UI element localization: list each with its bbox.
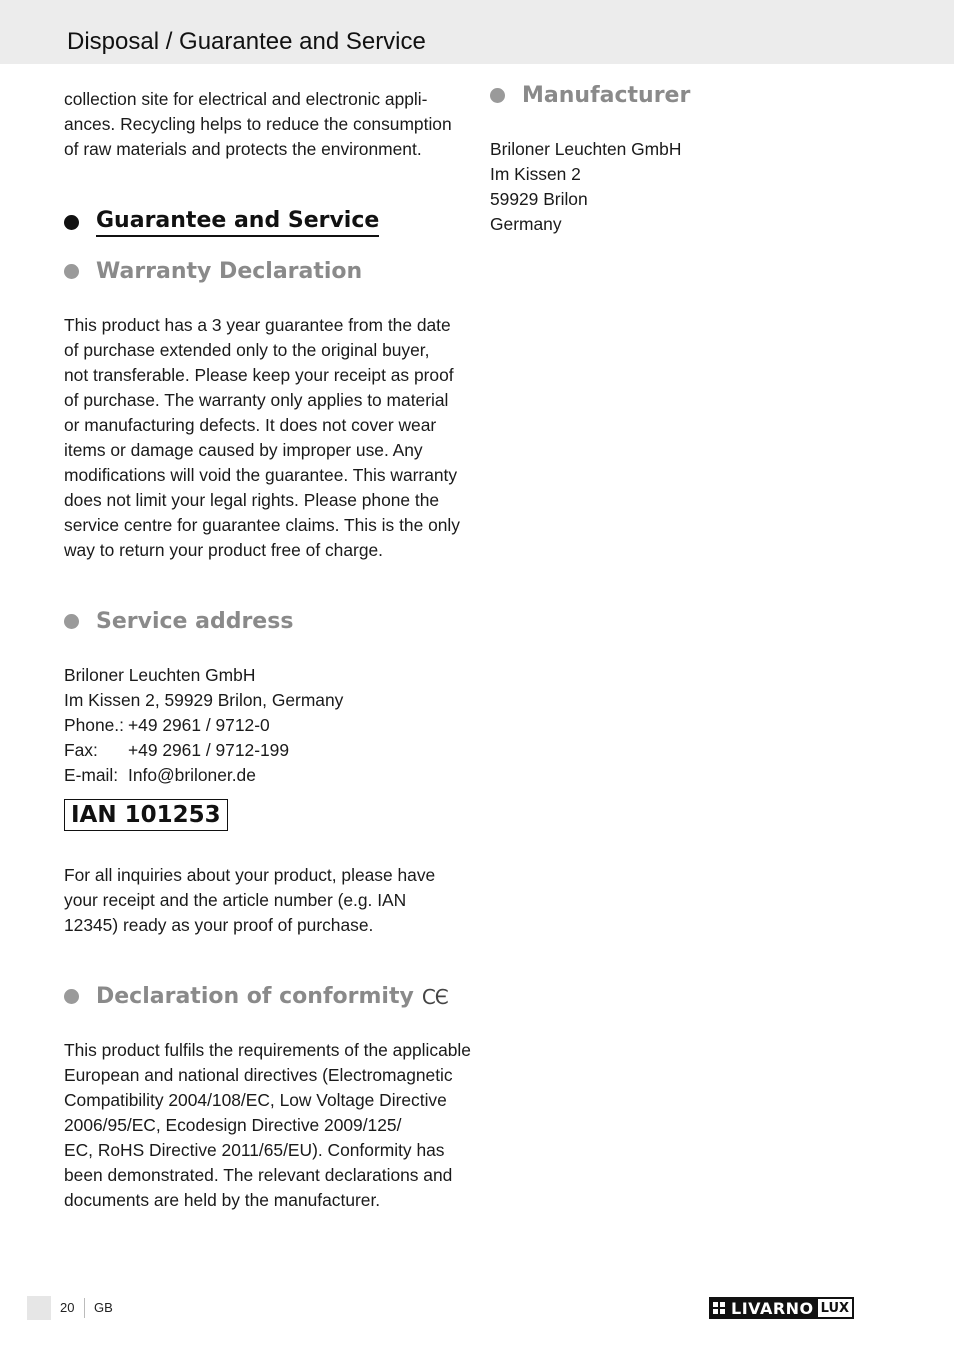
manufacturer-line: Im Kissen 2 bbox=[490, 164, 581, 184]
fax-value: +49 2961 / 9712-199 bbox=[128, 740, 290, 760]
footer-divider bbox=[84, 1298, 85, 1318]
conformity-heading-text: Declaration of conformity bbox=[96, 984, 414, 1009]
bullet-icon bbox=[64, 215, 79, 230]
fax-label: Fax: bbox=[64, 740, 98, 760]
email-row bbox=[64, 763, 256, 788]
intro-paragraph: collection site for electrical and electronic appli- ances. Recycling helps to reduce the consumption of raw materials and protects the environment. bbox=[64, 89, 452, 159]
phone-value: +49 2961 / 9712-0 bbox=[128, 715, 270, 735]
ce-mark-icon: CЄ bbox=[421, 984, 448, 1009]
conformity-heading bbox=[64, 984, 448, 1009]
bullet-icon bbox=[64, 614, 79, 629]
inquiry-paragraph: For all inquiries about your product, please have your receipt and the article number (e.g. IAN 12345) ready as your proof of purchase. bbox=[64, 865, 436, 935]
service-street: Im Kissen 2, 59929 Brilon, Germany bbox=[64, 690, 344, 710]
logo-main-text: LIVARNO bbox=[731, 1298, 814, 1318]
footer-marker bbox=[27, 1296, 51, 1320]
manufacturer-heading-text: Manufacturer bbox=[522, 83, 691, 108]
logo-lux: LUX bbox=[818, 1297, 854, 1319]
warranty-paragraph: This product has a 3 year guarantee from the date of purchase extended only to the original buyer, not transferable. Please keep your receipt as proof of purchase. The warranty only applies to material or manufacturing defects. It does not cover wear items or damage caused by improper use. Any modifications will void the guarantee. This warranty does not limit your legal rights. Please phone the service centre for guarantee claims. This is the only way to return your product free of charge. bbox=[64, 315, 460, 560]
logo-grid-icon bbox=[713, 1302, 725, 1314]
email-value: Info@briloner.de bbox=[128, 765, 256, 785]
phone-row bbox=[64, 713, 270, 738]
manufacturer-line: 59929 Brilon bbox=[490, 189, 588, 209]
page-title: Disposal / Guarantee and Service bbox=[67, 28, 426, 55]
bullet-icon bbox=[490, 88, 505, 103]
service-heading bbox=[64, 609, 293, 634]
warranty-heading-text: Warranty Declaration bbox=[96, 259, 363, 284]
warranty-heading bbox=[64, 259, 362, 284]
guarantee-heading-text: Guarantee and Service bbox=[96, 208, 379, 237]
manufacturer-heading bbox=[490, 83, 690, 108]
service-company: Briloner Leuchten GmbH bbox=[64, 665, 256, 685]
bullet-icon bbox=[64, 989, 79, 1004]
manufacturer-line: Briloner Leuchten GmbH bbox=[490, 139, 682, 159]
language-code: GB bbox=[94, 1300, 113, 1315]
email-label: E-mail: bbox=[64, 765, 119, 785]
bullet-icon bbox=[64, 264, 79, 279]
conformity-paragraph: This product fulfils the requirements of the applicable European and national directives (Electromagnetic Compatibility 2004/108/EC, Low Voltage Directive 2006/95/EC, Ecodesign Directive 2009/125/ EC, RoHS Directive 2011/65/EU). Conformity has been demonstrated. The relevant declarations and documents are held by the manufacturer. bbox=[64, 1040, 471, 1210]
service-heading-text: Service address bbox=[96, 609, 294, 634]
logo-main bbox=[709, 1297, 818, 1319]
manufacturer-line: Germany bbox=[490, 214, 562, 234]
page-number: 20 bbox=[60, 1300, 75, 1315]
ian-box: IAN 101253 bbox=[64, 799, 228, 831]
livarno-lux-logo bbox=[709, 1297, 854, 1319]
phone-label: Phone.: bbox=[64, 715, 124, 735]
fax-row bbox=[64, 738, 289, 763]
guarantee-heading bbox=[64, 208, 379, 237]
